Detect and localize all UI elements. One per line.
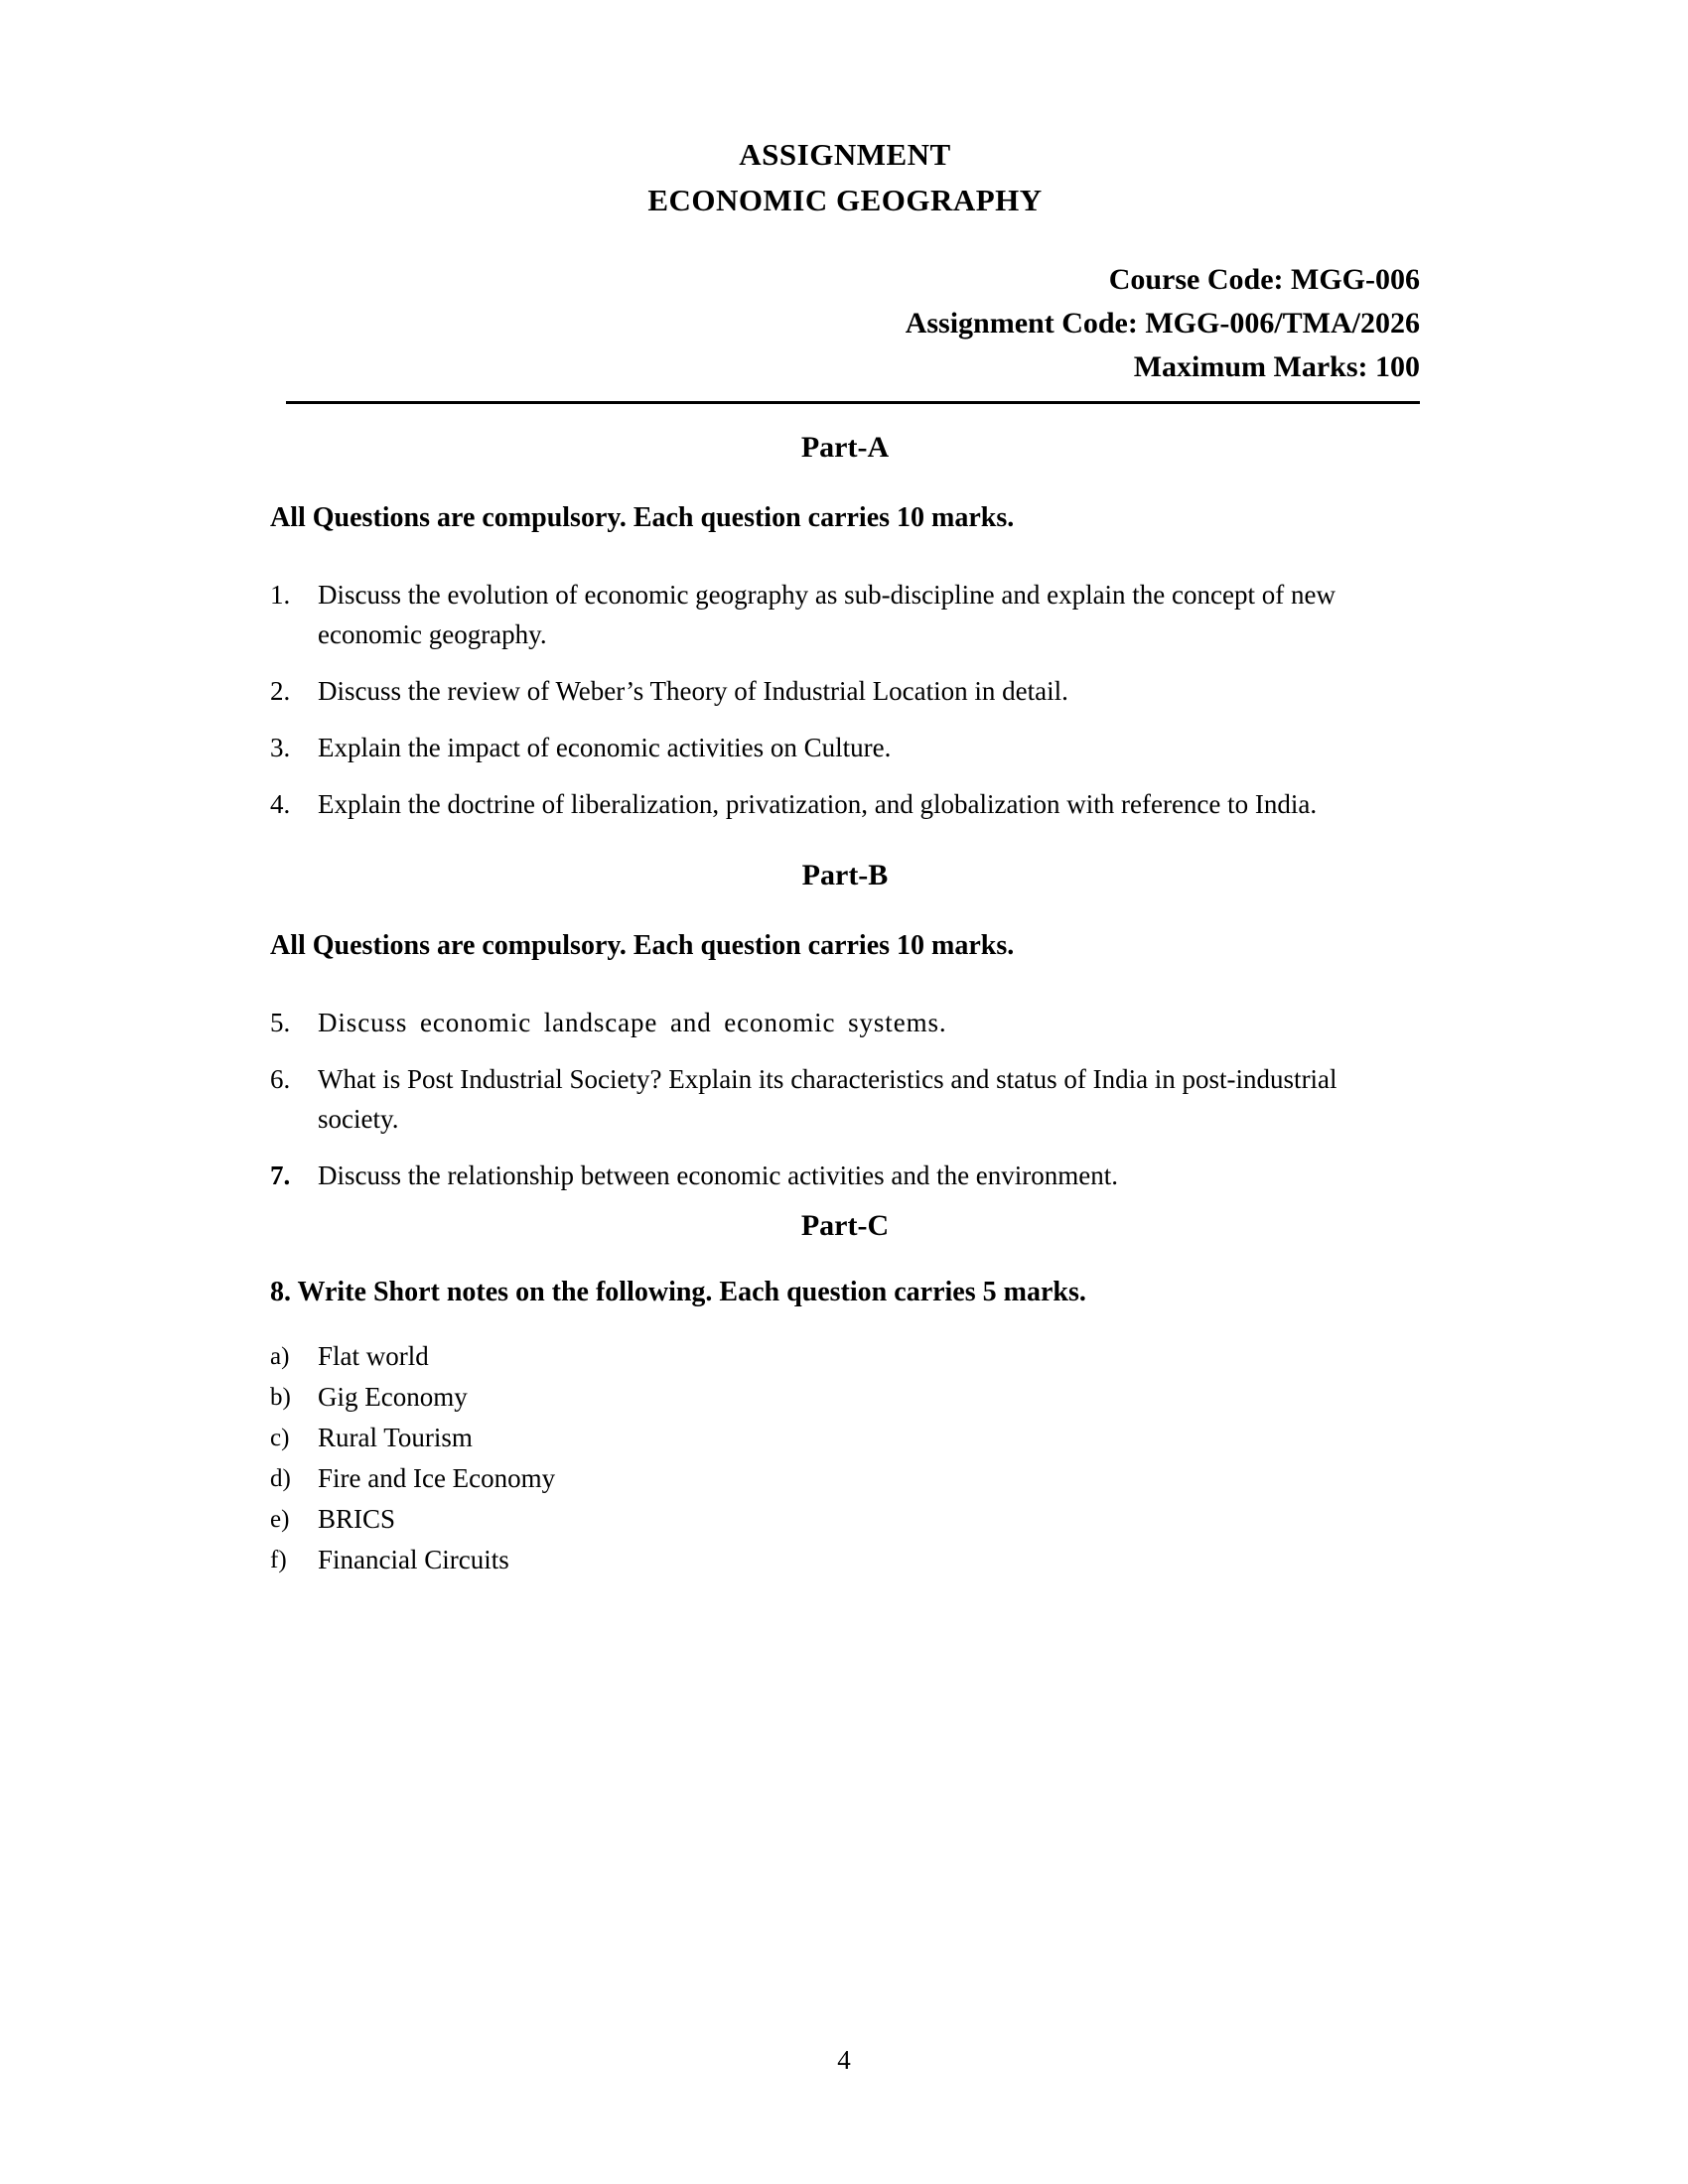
note-item-a-text: Flat world: [318, 1341, 429, 1371]
page-subtitle: ECONOMIC GEOGRAPHY: [647, 183, 1043, 217]
question-6-number: 6.: [270, 1064, 291, 1094]
horizontal-rule: [286, 401, 1420, 404]
note-item-b: [270, 1377, 1420, 1418]
note-item-d-label: d): [270, 1465, 291, 1492]
part-a-heading: Part-A: [800, 431, 890, 464]
page-content: [270, 0, 1420, 1580]
note-item-f-label: f): [270, 1547, 287, 1573]
question-1-text: Discuss the evolution of economic geography as sub-discipline and explain the concept of new economic geography.: [318, 580, 1336, 649]
part-c-instruction: 8. Write Short notes on the following. Each question carries 5 marks.: [270, 1277, 1086, 1307]
question-2: [270, 671, 1420, 711]
question-7-number: 7.: [270, 1160, 291, 1190]
note-item-e: [270, 1499, 1420, 1540]
part-b-instruction: All Questions are compulsory. Each question carries 10 marks.: [270, 930, 1015, 961]
assignment-code: Assignment Code: MGG-006/TMA/2026: [905, 307, 1420, 340]
part-b-heading: Part-B: [801, 859, 889, 891]
question-4: [270, 784, 1420, 824]
note-item-b-text: Gig Economy: [318, 1382, 468, 1412]
part-c-heading: Part-C: [800, 1209, 890, 1242]
note-item-b-label: b): [270, 1384, 291, 1411]
note-item-a-label: a): [270, 1343, 290, 1370]
question-3-text: Explain the impact of economic activities on Culture.: [318, 733, 892, 762]
note-item-a: [270, 1336, 1420, 1377]
question-5-number: 5.: [270, 1008, 291, 1037]
note-item-c-label: c): [270, 1425, 290, 1451]
meta-block: [270, 258, 1420, 389]
note-item-c: [270, 1418, 1420, 1458]
note-item-f: [270, 1540, 1420, 1580]
part-a-instruction: All Questions are compulsory. Each question carries 10 marks.: [270, 502, 1015, 533]
course-code: Course Code: MGG-006: [1108, 263, 1420, 296]
question-6: [270, 1059, 1420, 1139]
question-3: [270, 728, 1420, 767]
note-item-f-text: Financial Circuits: [318, 1545, 509, 1574]
question-5: [270, 1003, 1420, 1042]
page-title: ASSIGNMENT: [739, 137, 951, 172]
short-notes-list: [270, 1336, 1420, 1580]
question-1: [270, 575, 1420, 654]
note-item-d: [270, 1458, 1420, 1499]
question-4-text: Explain the doctrine of liberalization, privatization, and globalization with reference to India.: [318, 789, 1318, 819]
question-5-text: Discuss economic landscape and economic systems.: [318, 1008, 947, 1037]
question-1-number: 1.: [270, 580, 291, 610]
question-7: [270, 1156, 1420, 1195]
note-item-e-text: BRICS: [318, 1504, 396, 1534]
page-number: 4: [837, 2045, 851, 2075]
note-item-d-text: Fire and Ice Economy: [318, 1463, 556, 1493]
note-item-c-text: Rural Tourism: [318, 1423, 473, 1452]
question-4-number: 4.: [270, 789, 291, 819]
question-3-number: 3.: [270, 733, 291, 762]
question-2-text: Discuss the review of Weber’s Theory of Industrial Location in detail.: [318, 676, 1068, 706]
question-2-number: 2.: [270, 676, 291, 706]
question-7-text: Discuss the relationship between economic activities and the environment.: [318, 1160, 1119, 1190]
note-item-e-label: e): [270, 1506, 290, 1533]
question-6-text: What is Post Industrial Society? Explain its characteristics and status of India in post-industrial society.: [318, 1064, 1337, 1134]
maximum-marks: Maximum Marks: 100: [1133, 350, 1420, 383]
